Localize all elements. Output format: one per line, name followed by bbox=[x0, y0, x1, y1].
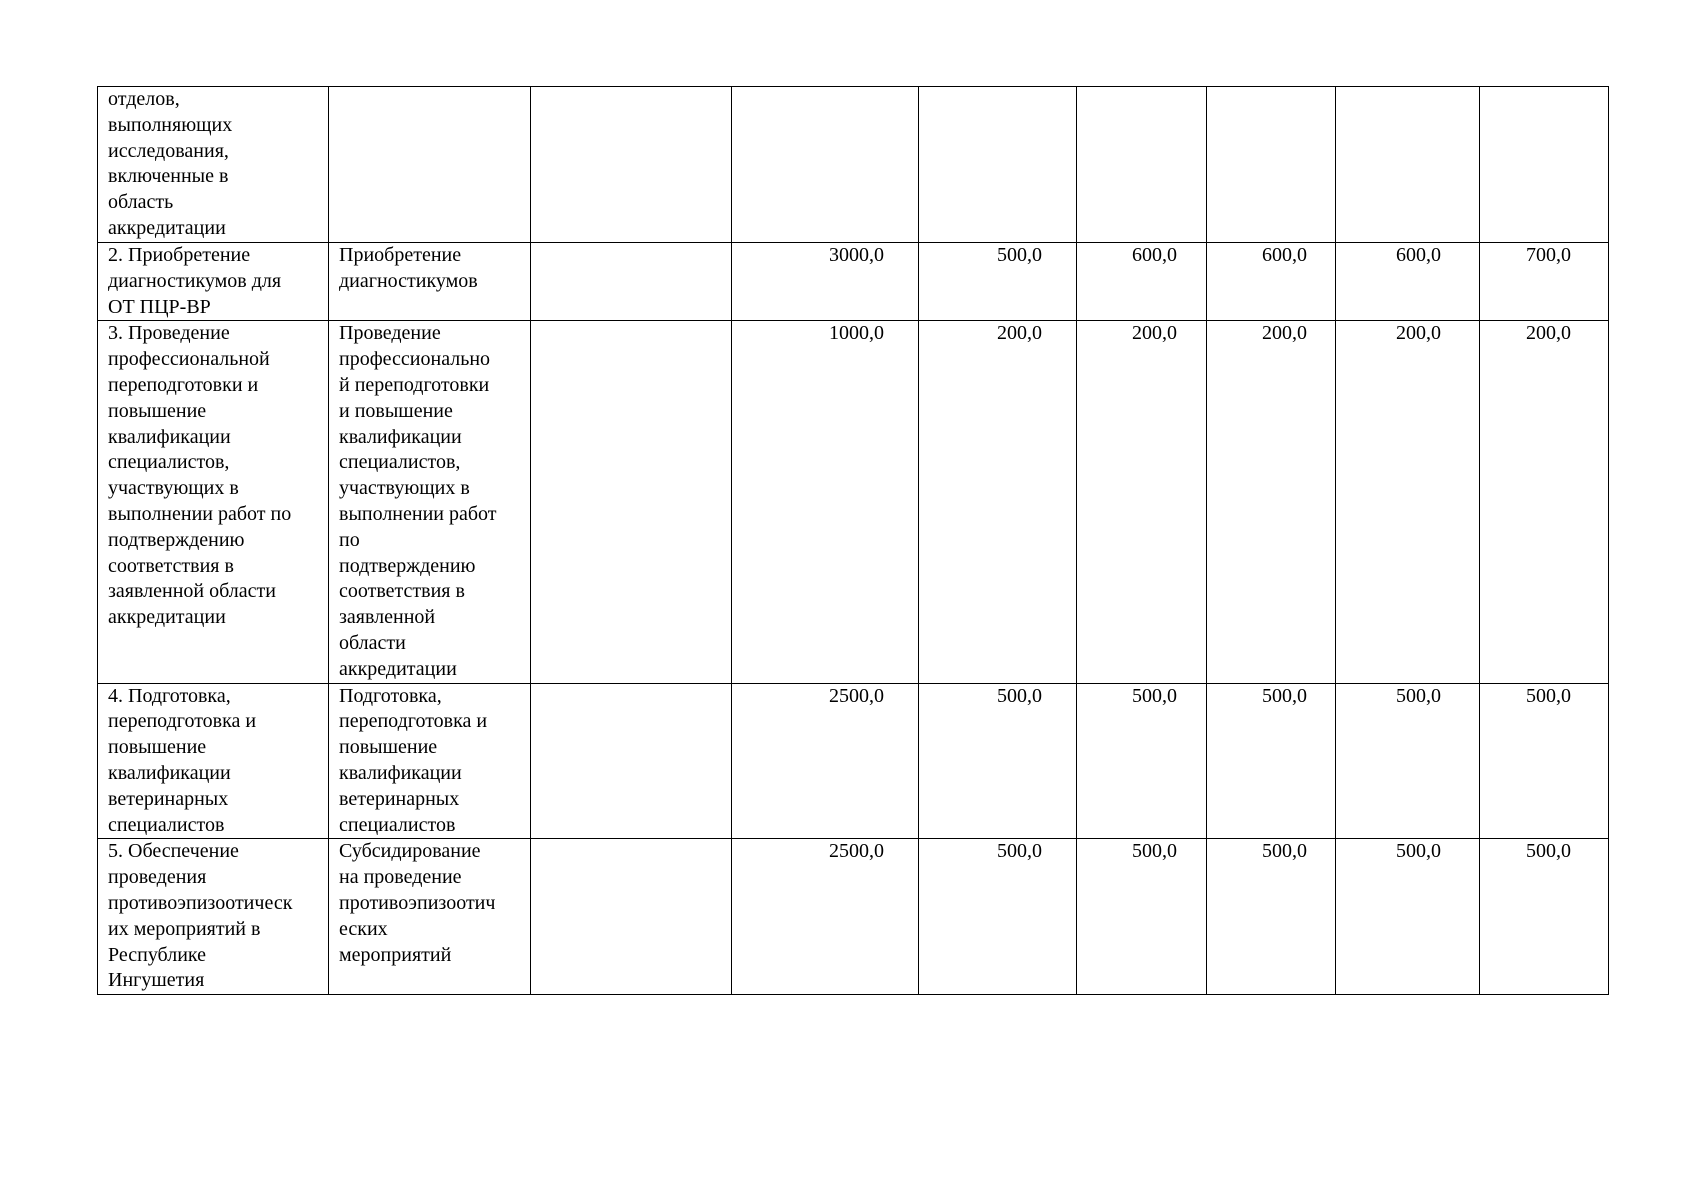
year-value-cell: 600,0 bbox=[1077, 243, 1207, 321]
measure-name-cell: 2. Приобретение диагностикумов для ОТ ПЦР-ВР bbox=[98, 243, 329, 321]
table-row bbox=[98, 683, 1609, 839]
table-row bbox=[98, 243, 1609, 321]
year-value-cell bbox=[1336, 87, 1480, 243]
total-value-cell: 1000,0 bbox=[732, 321, 919, 683]
year-value-cell: 200,0 bbox=[1207, 321, 1336, 683]
year-value-cell: 500,0 bbox=[1077, 839, 1207, 995]
year-value-cell: 200,0 bbox=[919, 321, 1077, 683]
measure-description-cell: Субсидирование на проведение противоэпизоотич еских мероприятий bbox=[329, 839, 531, 995]
measure-name-cell: отделов, выполняющих исследования, включенные в область аккредитации bbox=[98, 87, 329, 243]
measure-description-cell: Подготовка, переподготовка и повышение квалификации ветеринарных специалистов bbox=[329, 683, 531, 839]
empty-cell bbox=[531, 321, 732, 683]
year-value-cell: 200,0 bbox=[1077, 321, 1207, 683]
empty-cell bbox=[531, 243, 732, 321]
measure-description-cell: Проведение профессионально й переподготовки и повышение квалификации специалистов, участвующих в выполнении работ по подтверждению соответствия в заявленной области аккредитации bbox=[329, 321, 531, 683]
year-value-cell: 500,0 bbox=[1207, 683, 1336, 839]
program-measures-table bbox=[97, 86, 1609, 995]
year-value-cell bbox=[1480, 87, 1609, 243]
year-value-cell: 500,0 bbox=[919, 839, 1077, 995]
empty-cell bbox=[531, 839, 732, 995]
measure-name-cell: 4. Подготовка, переподготовка и повышение квалификации ветеринарных специалистов bbox=[98, 683, 329, 839]
year-value-cell: 500,0 bbox=[919, 243, 1077, 321]
year-value-cell: 500,0 bbox=[1336, 683, 1480, 839]
total-value-cell bbox=[732, 87, 919, 243]
year-value-cell: 500,0 bbox=[1336, 839, 1480, 995]
year-value-cell: 500,0 bbox=[1077, 683, 1207, 839]
year-value-cell: 600,0 bbox=[1207, 243, 1336, 321]
year-value-cell: 200,0 bbox=[1480, 321, 1609, 683]
year-value-cell bbox=[1077, 87, 1207, 243]
year-value-cell: 500,0 bbox=[1480, 683, 1609, 839]
year-value-cell: 500,0 bbox=[919, 683, 1077, 839]
year-value-cell bbox=[1207, 87, 1336, 243]
measure-description-cell bbox=[329, 87, 531, 243]
year-value-cell: 200,0 bbox=[1336, 321, 1480, 683]
year-value-cell: 500,0 bbox=[1207, 839, 1336, 995]
measure-name-cell: 5. Обеспечение проведения противоэпизоотическ их мероприятий в Республике Ингушетия bbox=[98, 839, 329, 995]
year-value-cell bbox=[919, 87, 1077, 243]
total-value-cell: 2500,0 bbox=[732, 683, 919, 839]
empty-cell bbox=[531, 683, 732, 839]
table-row bbox=[98, 839, 1609, 995]
year-value-cell: 700,0 bbox=[1480, 243, 1609, 321]
measure-name-cell: 3. Проведение профессиональной переподготовки и повышение квалификации специалистов, участвующих в выполнении работ по подтверждению соответствия в заявленной области аккредитации bbox=[98, 321, 329, 683]
empty-cell bbox=[531, 87, 732, 243]
total-value-cell: 3000,0 bbox=[732, 243, 919, 321]
year-value-cell: 600,0 bbox=[1336, 243, 1480, 321]
table-row bbox=[98, 321, 1609, 683]
measure-description-cell: Приобретение диагностикумов bbox=[329, 243, 531, 321]
table-row bbox=[98, 87, 1609, 243]
total-value-cell: 2500,0 bbox=[732, 839, 919, 995]
year-value-cell: 500,0 bbox=[1480, 839, 1609, 995]
